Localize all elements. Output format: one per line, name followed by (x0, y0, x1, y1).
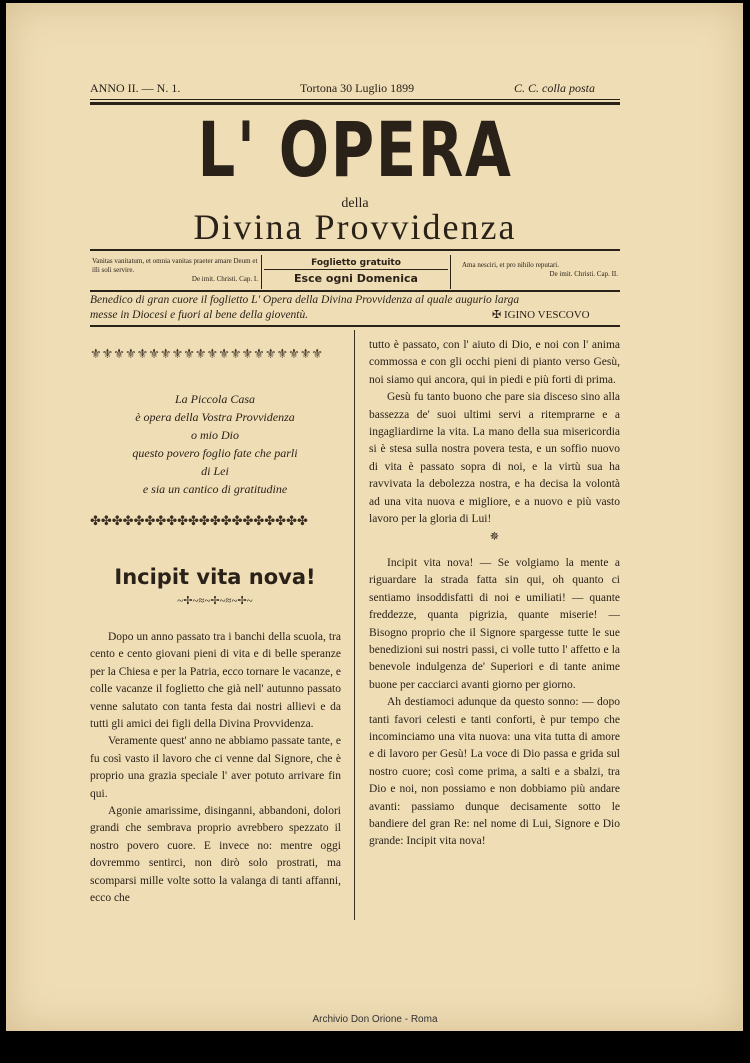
right-quote-source: De imit. Christi. Cap. II. (549, 270, 618, 278)
column-divider (354, 330, 355, 920)
sunday-label: Esce ogni Domenica (264, 269, 448, 287)
heading-flourish: ~✢~≈~✢~≈~✢~ (177, 595, 253, 607)
article-heading: Incipit vita nova! (114, 565, 316, 589)
left-quote: Vanitas vanitatum, et omnia vanitas praeter amare Deum et illi soli servire. (92, 257, 258, 274)
blessing-line-2: messe in Diocesi e fuori al bene della gioventù. (90, 309, 309, 321)
top-ornament-border: ⚜⚜⚜⚜⚜⚜⚜⚜⚜⚜⚜⚜⚜⚜⚜⚜⚜⚜⚜⚜ (90, 346, 324, 361)
paragraph: tutto è passato, con l' aiuto di Dio, e noi con l' anima commossa e con gli occhi pieni di pianto verso Gesù, noi siamo qui ancora, qui in piedi e più forti di prima. (369, 339, 620, 386)
poem-line: di Lei (201, 464, 229, 478)
right-column (369, 337, 620, 851)
paragraph: Agonie amarissime, disinganni, abbandoni, dolori grandi che sembrava proprio avrebbero spezzato il nostro povero cuore. E invece no: mentre oggi dovremmo sentirci, non dirò solo prostrati, ma scomparsi mille volte sotto la valanga di tanti affanni, ecco che (90, 805, 341, 905)
center-box (264, 257, 448, 287)
poem-line: e sia un cantico di gratitudine (142, 482, 288, 496)
bishop-signature: ✠ IGINO VESCOVO (492, 309, 590, 321)
poem-line: o mio Dio (191, 428, 239, 442)
free-sheet-label: Foglietto gratuito (311, 258, 401, 268)
paragraph: Veramente quest' anno ne abbiamo passate tante, e fu così vasto il lavoro che ci venne dal Signore, che è proprio una grazia speciale l' aver potuto arrivare fin qui. (90, 735, 341, 800)
newspaper-subtitle: Divina Provvidenza (193, 207, 517, 247)
left-column (90, 629, 341, 908)
right-quote-box (462, 261, 618, 279)
box-divider-left (261, 255, 262, 289)
paragraph: Incipit vita nova! — Se volgiamo la mente a riguardare la strada fatta sin qui, oh quanto ci sentiamo insoddisfatti di noi e umiliati! — quante freddezze, quanta pigrizia, quante miserie! — Bisogno proprio che il Signore spargesse tutte le sue benedizioni sui nostri passi, ci volle tutto l' affetto e la benevole indulgenza de' Superiori e di tante anime buone per cacciarci avanti giorno per giorno. (369, 556, 620, 691)
paragraph: Dopo un anno passato tra i banchi della scuola, tra cento e cento giovani pieni di vita e di belle speranze per la Chiesa e per la Patria, ecco tornare le vacanze, e colle vacanze il foglietto che già nell' autunno passato venne salutato con tanta festa dai nostri allievi e da tutti gli amici dei figli della Divina Provvidenza. (90, 631, 341, 731)
newspaper-title: L' OPERA (197, 105, 513, 194)
paragraph: Gesù fu tanto buono che pare sia disceso sino alla bassezza de' suoi ultimi servi a ritemprarne e a ingagliardirne la vita. La mano della sua misericordia si è stesa sulla nostra povera testa, e un soffio nuovo di vita è passato sopra di noi, e la virtù sua ha ravvivata la debolezza nostra, e ha decisa la volontà ad una vita nuova e migliore, e a nuovo e più vasto lavoro per la gloria di Lui! (369, 391, 620, 526)
header-rule-thin (90, 99, 620, 100)
masthead-rule (90, 249, 620, 251)
poem-line: questo povero foglio fate che parli (132, 446, 298, 460)
right-quote: Ama nesciri, et pro nihilo reputari. (462, 261, 559, 269)
place-date: Tortona 30 Luglio 1899 (300, 81, 415, 95)
title-della: della (341, 196, 369, 211)
archive-credit: Archivio Don Orione - Roma (312, 1014, 438, 1025)
paragraph: Ah destiamoci adunque da questo sonno: — dopo tanti favori celesti e tanti conforti, è pur tempo che incominciamo una vita nuova: una vita tutta di amore e di lavoro per Gesù! La voce di Dio passa e grida sul nostro cuore; così come prima, a salti e a sbalzi, tra Dio e noi, non possiamo e non dobbiamo più andare avanti: passiamo dunque decisamente sotto le bandiere del gran Re: nel nome di Lui, Signore e Dio grande: Incipit vita nova! (369, 696, 620, 848)
left-quote-source: De imit. Christi. Cap. I. (191, 275, 258, 283)
poem-line: è opera della Vostra Provvidenza (135, 410, 295, 424)
blessing-line-1: Benedico di gran cuore il foglietto L' Opera della Divina Provvidenza al quale augurio larga (90, 294, 520, 306)
box-divider-right (450, 255, 451, 289)
dedication-poem (90, 390, 340, 498)
blessing-rule (90, 325, 620, 327)
poem-line: La Piccola Casa (175, 392, 255, 406)
left-quote-box (92, 257, 258, 284)
issue-number: ANNO II. — N. 1. (90, 81, 181, 95)
bottom-ornament-border: ✤✤✤✤✤✤✤✤✤✤✤✤✤✤✤✤✤✤✤✤ (90, 513, 308, 528)
section-asterism: ✵ (489, 531, 500, 544)
postage-note: C. C. colla posta (514, 81, 596, 95)
